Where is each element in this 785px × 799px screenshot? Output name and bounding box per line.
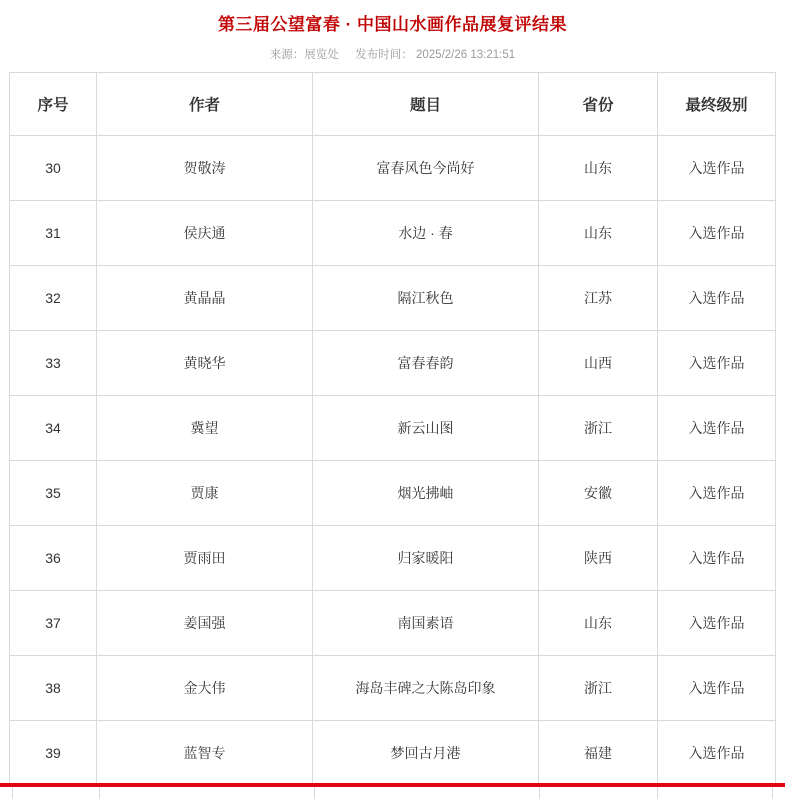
cell-divider: [99, 787, 100, 799]
table-row: [10, 396, 776, 461]
table-row: [10, 331, 776, 396]
cell-province: 山西: [539, 331, 658, 396]
meta-publish-time: 2025/2/26 13:21:51: [415, 49, 516, 62]
column-header-title: 题目: [313, 73, 539, 136]
cell-title: 海岛丰碑之大陈岛印象: [313, 656, 539, 721]
cell-divider: [539, 787, 540, 799]
cell-title: 富春春韵: [313, 331, 539, 396]
cell-author: 贾康: [97, 461, 313, 526]
table-row: [10, 656, 776, 721]
cell-level: 入选作品: [658, 266, 776, 331]
cell-level: 入选作品: [658, 591, 776, 656]
meta-source: 来源：展览处: [269, 49, 339, 62]
column-header-author: 作者: [97, 73, 313, 136]
table-header-row: [10, 73, 776, 136]
cell-no: 34: [10, 396, 97, 461]
results-table: [9, 72, 776, 786]
table-row: [10, 591, 776, 656]
cell-title: 隔江秋色: [313, 266, 539, 331]
table-row: [10, 201, 776, 266]
cell-author: 黄晶晶: [97, 266, 313, 331]
cell-level: 入选作品: [658, 526, 776, 591]
cell-no: 39: [10, 721, 97, 786]
cell-province: 山东: [539, 591, 658, 656]
cell-level: 入选作品: [658, 201, 776, 266]
cell-no: 37: [10, 591, 97, 656]
cell-level: 入选作品: [658, 396, 776, 461]
cell-no: 36: [10, 526, 97, 591]
cell-province: 浙江: [539, 656, 658, 721]
cell-province: 山东: [539, 136, 658, 201]
table-row: [10, 526, 776, 591]
cell-author: 侯庆通: [97, 201, 313, 266]
cell-level: 入选作品: [658, 721, 776, 786]
column-header-level: 最终级别: [658, 73, 776, 136]
cell-divider: [314, 787, 315, 799]
cell-province: 江苏: [539, 266, 658, 331]
cell-author: 金大伟: [97, 656, 313, 721]
cell-province: 福建: [539, 721, 658, 786]
cell-author: 冀望: [97, 396, 313, 461]
cell-no: 35: [10, 461, 97, 526]
document-meta: [0, 46, 785, 62]
cell-title: 南国素语: [313, 591, 539, 656]
cell-title: 梦回古月港: [313, 721, 539, 786]
meta-publish-label: 发布时间：: [355, 49, 413, 62]
cell-title: 新云山图: [313, 396, 539, 461]
cell-province: 浙江: [539, 396, 658, 461]
cell-no: 32: [10, 266, 97, 331]
cell-level: 入选作品: [658, 656, 776, 721]
table-row: [10, 461, 776, 526]
table-row: [10, 136, 776, 201]
column-header-no: 序号: [10, 73, 97, 136]
table-header: [10, 73, 776, 136]
cell-author: 贾雨田: [97, 526, 313, 591]
cell-province: 陕西: [539, 526, 658, 591]
column-header-province: 省份: [539, 73, 658, 136]
table-body: [10, 136, 776, 786]
table-row: [10, 266, 776, 331]
cell-author: 姜国强: [97, 591, 313, 656]
cell-divider: [657, 787, 658, 799]
cell-title: 富春风色今尚好: [313, 136, 539, 201]
cell-title: 烟光拂岫: [313, 461, 539, 526]
page-title: 第三届公望富春 · 中国山水画作品展复评结果: [217, 15, 568, 34]
cell-level: 入选作品: [658, 331, 776, 396]
cell-province: 山东: [539, 201, 658, 266]
cell-title: 归家暖阳: [313, 526, 539, 591]
cell-level: 入选作品: [658, 136, 776, 201]
table-next-row-partial: [12, 787, 773, 799]
cell-level: 入选作品: [658, 461, 776, 526]
cell-no: 31: [10, 201, 97, 266]
cell-author: 贺敬涛: [97, 136, 313, 201]
cell-author: 黄晓华: [97, 331, 313, 396]
cell-province: 安徽: [539, 461, 658, 526]
cell-no: 38: [10, 656, 97, 721]
cell-title: 水边 · 春: [313, 201, 539, 266]
cell-author: 蓝智专: [97, 721, 313, 786]
cell-no: 33: [10, 331, 97, 396]
table-row: [10, 721, 776, 786]
cell-no: 30: [10, 136, 97, 201]
